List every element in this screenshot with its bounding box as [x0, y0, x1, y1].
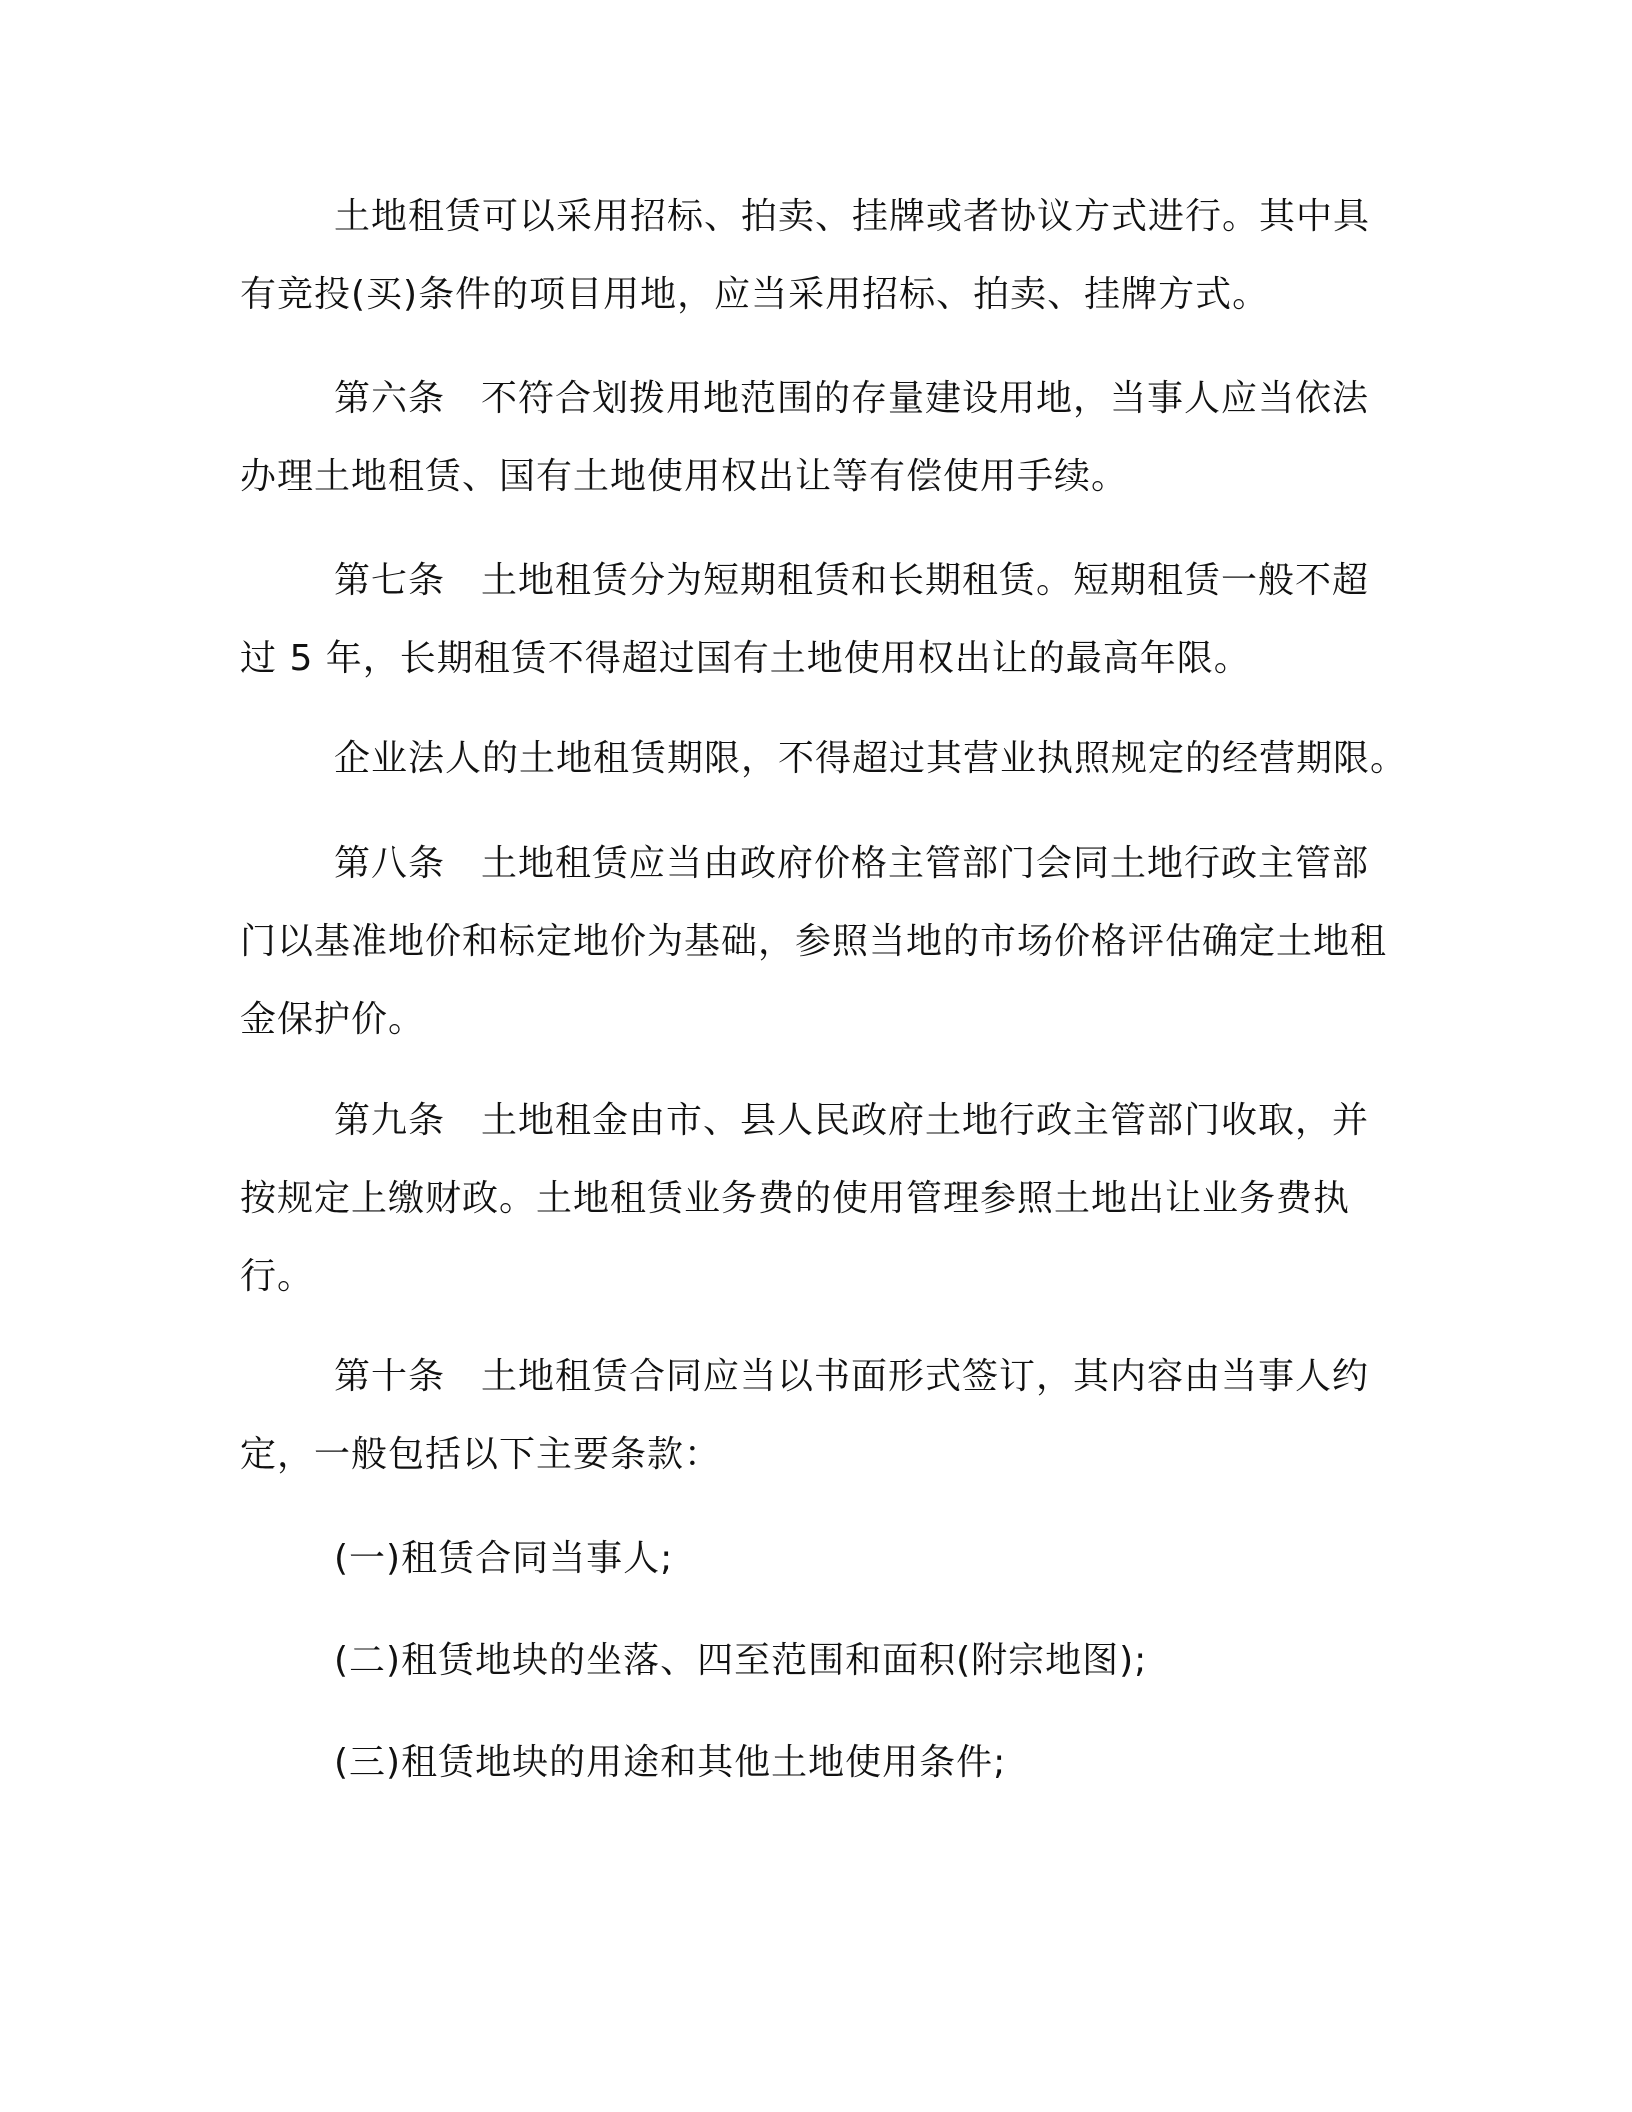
paragraph-text: (一)租赁合同当事人;: [334, 1538, 674, 1579]
paragraph-text: 土地租赁合同应当以书面形式签订，其内容由当事人约定，一般包括以下主要条款：: [240, 1356, 1370, 1475]
paragraph-article-9: [240, 1082, 1390, 1316]
paragraph-article-7: [240, 542, 1390, 698]
paragraph-text: 企业法人的土地租赁期限，不得超过其营业执照规定的经营期限。: [334, 738, 1408, 779]
paragraph-text: (三)租赁地块的用途和其他土地使用条件;: [334, 1742, 1007, 1783]
paragraph-article-6: [240, 360, 1390, 516]
article-number: 第九条: [334, 1100, 446, 1141]
article-number: 第八条: [334, 843, 446, 884]
paragraph-article-8: [240, 825, 1390, 1059]
paragraph-lease-methods: [240, 178, 1390, 334]
paragraph-text: 土地租赁分为短期租赁和长期租赁。短期租赁一般不超过 5 年，长期租赁不得超过国有土地使用权出让的最高年限。: [240, 560, 1370, 679]
paragraph-lease-term-limit: [240, 720, 1420, 798]
list-item-clause-3: [240, 1724, 1390, 1802]
paragraph-text: 不符合划拨用地范围的存量建设用地，当事人应当依法办理土地租赁、国有土地使用权出让等有偿使用手续。: [240, 378, 1370, 497]
list-item-clause-1: [240, 1520, 1390, 1598]
paragraph-text: (二)租赁地块的坐落、四至范围和面积(附宗地图);: [334, 1640, 1148, 1681]
list-item-clause-2: [240, 1622, 1390, 1700]
paragraph-text: 土地租赁应当由政府价格主管部门会同土地行政主管部门以基准地价和标定地价为基础，参照当地的市场价格评估确定土地租金保护价。: [240, 843, 1388, 1040]
paragraph-text: 土地租赁可以采用招标、拍卖、挂牌或者协议方式进行。其中具有竞投(买)条件的项目用地，应当采用招标、拍卖、挂牌方式。: [240, 196, 1371, 315]
article-number: 第十条: [334, 1356, 446, 1397]
paragraph-text: 土地租金由市、县人民政府土地行政主管部门收取，并按规定上缴财政。土地租赁业务费的使用管理参照土地出让业务费执行。: [240, 1100, 1370, 1297]
article-number: 第六条: [334, 378, 446, 419]
paragraph-article-10: [240, 1338, 1390, 1494]
article-number: 第七条: [334, 560, 446, 601]
